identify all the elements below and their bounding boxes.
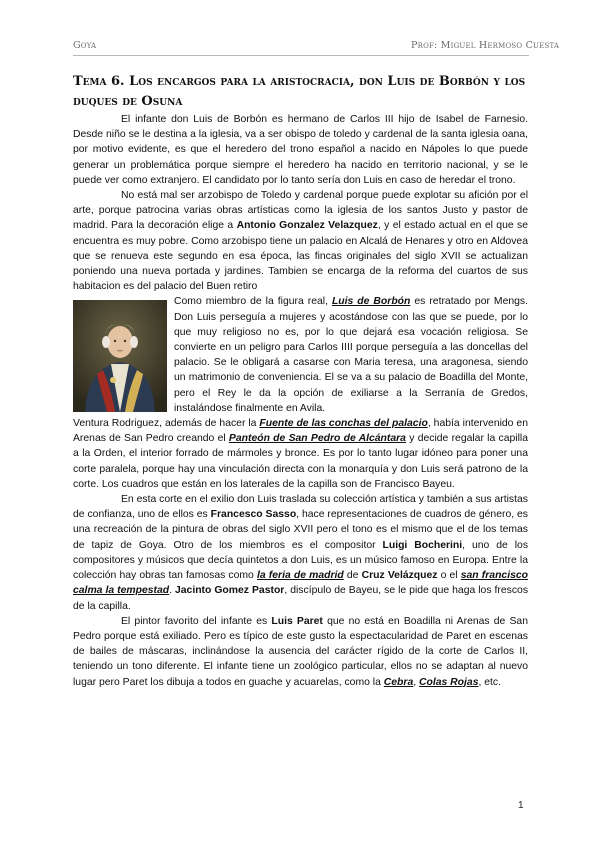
link-fuente-conchas[interactable]: Fuente de las conchas del palacio	[259, 418, 428, 430]
paragraph-6-text-a: El pintor favorito del infante es	[121, 615, 272, 627]
composer-luigi-bocherini: Luigi Bocherini	[382, 539, 463, 551]
paragraph-6	[73, 614, 528, 690]
paragraph-2	[73, 188, 528, 294]
link-luis-de-borbon[interactable]: Luis de Borbón	[331, 296, 411, 308]
paragraph-5-text-a: En esta corte en el exilio don Luis traslada su colección artística y también a sus artistas de confianza, uno de ellos es	[73, 494, 528, 521]
page-title: Tema 6. Los encargos para la aristocracia, don Luis de Borbón y los duques de Osuna	[73, 74, 526, 109]
paragraph-3-text-c: es retratado por Mengs. Don Luis perseguía a mujeres y acostándose con las que se puede, por lo que muy religioso no es, por lo que dejará esa vocación religiosa. Se convierte en un peligro para Carlos IIII porque perseguía a las doncellas del palacio. Se le obligará a casarse con Maria teresa, una aragonesa, siendo un matrimonio de conveniencia. El se va a su palacio de Boadilla del Monte, pero el Rey le da la opción de exiliarse a la Serranía de Gredos, instalándose finalmente en Avila.	[174, 296, 529, 414]
paragraph-6-text-g: , etc.	[478, 676, 502, 688]
document-body	[73, 112, 528, 690]
paragraph-5-text-e: , uno de los compositores y músicos que decía quintetos a don Luis, es un músico famoso en Europa. Entre la colección hay obras tan famosas como	[73, 539, 529, 582]
link-feria-de-madrid[interactable]: la feria de madrid	[256, 570, 344, 582]
paragraph-5-text-i: o el	[437, 570, 461, 582]
paragraph-5-text-m: , discípulo de Bayeu, se le pide que haga los frescos de la capilla.	[73, 585, 529, 612]
link-san-francisco-tempestad[interactable]: san francisco calma la tempestad	[73, 570, 528, 597]
portrait-luis-de-borbon-image	[73, 300, 167, 412]
artist-antonio-gonzalez: Antonio Gonzalez Velazquez	[236, 220, 378, 232]
artist-luis-paret: Luis Paret	[271, 615, 323, 627]
paragraph-6-text-c: que no está en Boadilla ni Arenas de San Pedro porque está exiliado. Pero es típico de este gusto la espectacularidad de Paret en escenas de bailes de máscaras, inclinándose la ausencia del carácter rígido de la corte de Carlos II, teniendo un tono diferente. El infante tiene un zoológico particular, ellos no se adaptan al nuevo lugar pero Paret los dibuja a todos en guache y acuarelas, como la	[73, 615, 528, 688]
paragraph-2-text-a: No está mal ser arzobispo de Toledo y cardenal porque puede explotar su afición por el arte, porque patrocina varias obras artísticas como la iglesia de los santos Justo y pastor de madrid. Para la decoración elige a	[73, 190, 528, 232]
paragraph-4	[73, 416, 528, 492]
page-number: 1	[518, 800, 524, 811]
paragraph-5	[73, 492, 528, 614]
header-course: Goya	[73, 40, 97, 51]
artist-jacinto-gomez: Jacinto Gomez Pastor	[174, 585, 285, 597]
paragraph-5-text-k: .	[169, 585, 175, 597]
paragraph-3-text-a: Como miembro de la figura real,	[174, 296, 332, 308]
paragraph-6-text-e: ,	[413, 676, 419, 688]
header-professor: Prof: Miguel Hermoso Cuesta	[411, 40, 560, 51]
paragraph-1: El infante don Luis de Borbón es hermano de Carlos III hijo de Isabel de Farnesio. Desde niño se le destina a la iglesia, va a ser obispo de toledo y cardenal de la santa iglesia oana, por motivo evidente, es que el heredero del trono español a nacido en Nápoles lo que puede generar un problemática porque siempre el heredero ha nacido en territorio nacional, y se le puede ver como extranjero. El candidato por lo tanto sería don Luis en caso de heredar el trono.	[73, 114, 528, 186]
paragraph-4-text-e: y decide regalar la capilla a la Orden, el interior forrado de mármoles y bronce. Es por lo tanto lugar idóneo para poner una corte paralela, porque hay una vinculación directa con la monarquía y don Luis será patrono de la corte. Los cuadros que están en los laterales de la capilla son de Francisco Bayeu.	[73, 433, 528, 490]
paragraph-4-text-c: , había intervenido en Arenas de San Pedro creando el	[73, 418, 528, 445]
header-divider	[73, 55, 529, 56]
paragraph-5-text-g: de	[343, 570, 362, 582]
paragraph-2-text-c: , y el estado actual en el que se encuentra es muy pobre. Como arzobispo tiene un palacio en Alcalá de Henares y otro en Aldovea que se renueva este segundo en esa época, las fincas originales del siglo XVII se actualizan poniendo una nueva portada y jardines. Tambien se encarga de la reforma del cuartos de sus habitacion es del palacio del Buen retiro	[73, 220, 528, 293]
link-colas-rojas[interactable]: Colas Rojas	[419, 676, 479, 688]
link-panteon-san-pedro[interactable]: Panteón de San Pedro de Alcántara	[228, 433, 406, 445]
paragraph-5-text-c: , hace representaciones de cuadros de género, es una recreación de la pintura de obras del siglo XVII pero el tono es el mismo que el de los temas de tapiz de Goya. Otro de los miembros es el compositor	[73, 509, 529, 551]
artist-cruz-velazquez: Cruz Velázquez	[361, 570, 438, 582]
artist-francesco-sasso: Francesco Sasso	[210, 509, 297, 521]
paragraph-4-text-a: Ventura Rodriguez, además de hacer la	[73, 418, 260, 430]
link-cebra[interactable]: Cebra	[383, 676, 414, 688]
